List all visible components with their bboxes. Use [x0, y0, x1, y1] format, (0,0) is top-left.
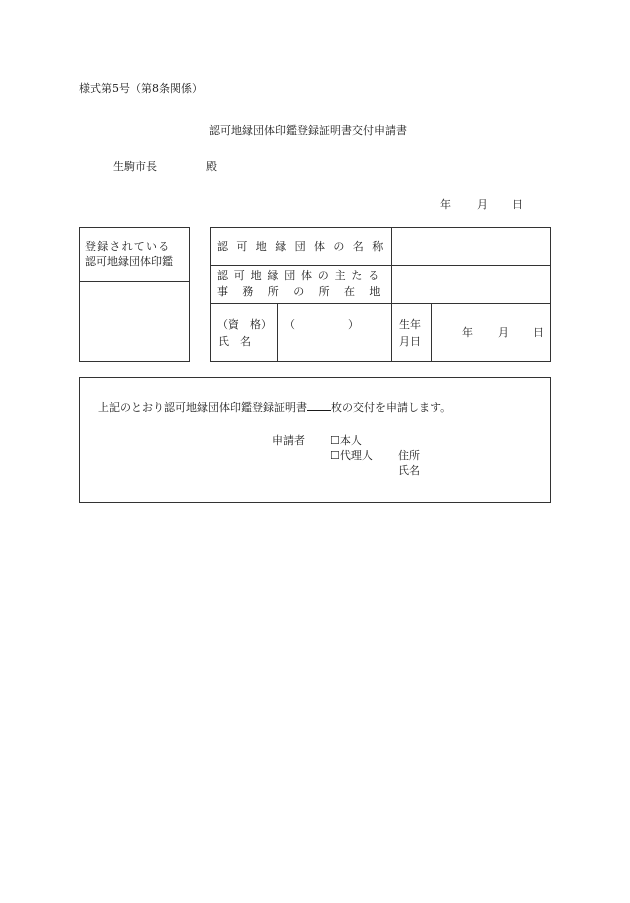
name-label: 氏 名 [218, 335, 251, 348]
org-name-field[interactable] [392, 228, 550, 265]
seal-box-label-line2: 認可地縁団体印鑑 [85, 255, 173, 268]
qualification-label: （資 格） [217, 318, 272, 331]
org-name-label: 認可地縁団体の名称 [217, 240, 392, 253]
date-day-label: 日 [512, 198, 523, 211]
birth-date-field[interactable] [432, 304, 550, 361]
qualification-paren-close: ） [348, 318, 359, 331]
applicant-self-checkbox[interactable]: ☐本人 [330, 434, 362, 447]
org-address-label-line2: 事務所の所在地 [217, 285, 395, 298]
copies-count-field[interactable] [307, 401, 331, 411]
addressee-name: 生駒市長 [113, 160, 157, 173]
date-year-label: 年 [440, 198, 451, 211]
org-address-field[interactable] [392, 266, 550, 303]
qualification-paren-open: （ [284, 318, 295, 331]
representative-name-field[interactable] [278, 304, 391, 361]
seal-impression-area[interactable] [80, 282, 189, 361]
applicant-agent-checkbox[interactable]: ☐代理人 [330, 449, 373, 462]
birth-month-label: 月 [498, 326, 509, 339]
applicant-name-label: 氏名 [398, 464, 420, 477]
page-title: 認可地縁団体印鑑登録証明書交付申請書 [209, 124, 407, 137]
birth-date-label-line2: 月日 [399, 335, 421, 348]
applicant-address-label: 住所 [398, 449, 420, 462]
applicant-label: 申請者 [272, 434, 305, 447]
birth-year-label: 年 [462, 326, 473, 339]
form-number: 様式第5号（第8条関係） [79, 82, 203, 95]
request-statement-after: 枚の交付を申請します。 [331, 401, 452, 414]
addressee-honorific: 殿 [206, 160, 217, 173]
birth-date-label-line1: 生年 [399, 318, 421, 331]
request-statement [98, 401, 451, 413]
request-statement-before: 上記のとおり認可地縁団体印鑑登録証明書 [98, 401, 307, 414]
date-month-label: 月 [477, 198, 488, 211]
org-address-label-line1: 認可地縁団体の主たる [217, 269, 385, 282]
birth-day-label: 日 [533, 326, 544, 339]
table-birth-label-divider-left [391, 303, 392, 362]
request-box [79, 377, 551, 503]
seal-box-label-line1: 登録されている [85, 240, 171, 253]
